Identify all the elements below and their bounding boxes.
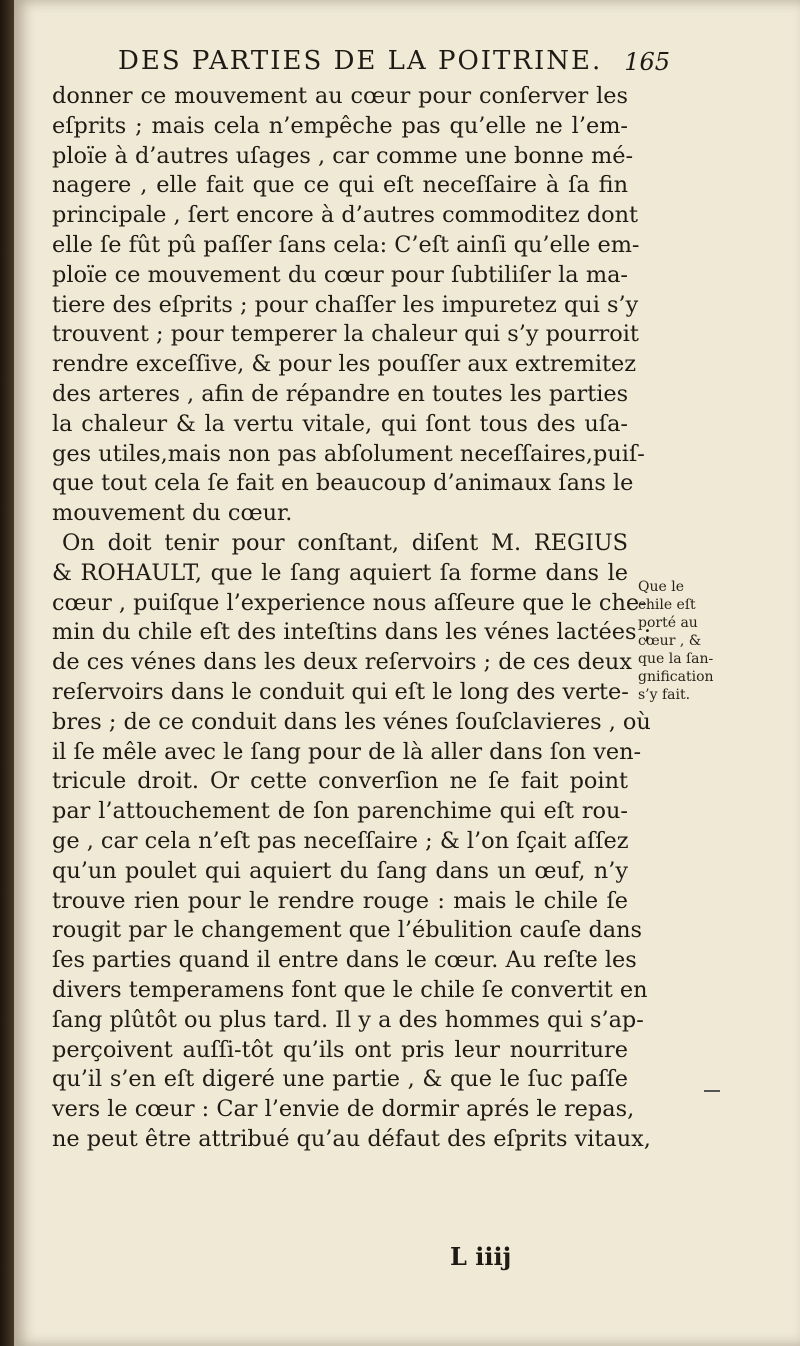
text-line: que tout cela ſe fait en beaucoup d’animaux ſans le — [52, 470, 634, 497]
text-line: trouve rien pour le rendre rouge : mais le chile ſe — [52, 887, 628, 914]
text-line: trouvent ; pour temperer la chaleur qui s’y pourroit — [52, 321, 639, 348]
text-line: principale , ſert encore à d’autres commoditez dont — [52, 202, 638, 229]
text-line: nagere , elle fait que ce qui eſt neceſſaire à ſa fin — [52, 172, 628, 199]
text-line: ſang plûtôt ou plus tard. Il y a des hommes qui s’ap- — [52, 1006, 644, 1033]
text-line: rendre exceſſive, & pour les pouſſer aux extremitez — [52, 351, 637, 378]
text-line: min du chile eſt des inteſtins dans les vénes lactées ; — [52, 619, 652, 646]
text-line: de ces vénes dans les deux reſervoirs ; de ces deux — [52, 649, 632, 676]
text-line: rougit par le changement que l’ébulition cauſe dans — [52, 917, 643, 944]
margin-note-line: s’y fait. — [638, 687, 691, 703]
text-line: qu’il s’en eſt digeré une partie , & que le ſuc paſſe — [52, 1066, 628, 1093]
text-line: tricule droit. Or cette converſion ne ſe fait point — [52, 768, 628, 795]
running-title: DES PARTIES DE LA POITRINE. — [118, 46, 603, 76]
margin-note-line: Que le — [638, 579, 684, 595]
text-line: tiere des eſprits ; pour chaſſer les impuretez qui s’y — [52, 291, 639, 318]
page-number: 165 — [624, 48, 670, 76]
text-line: ploïe à d’autres uſages , car comme une bonne mé- — [52, 142, 634, 169]
text-line: la chaleur & la vertu vitale, qui ſont tous des uſa- — [52, 410, 628, 437]
text-line: eſprits ; mais cela n’empêche pas qu’elle ne l’em- — [52, 112, 628, 139]
text-line: cœur , puiſque l’experience nous aſſeure que le che- — [52, 589, 647, 616]
text-line: & ROHAULT, que le ſang aquiert ſa forme dans le — [52, 559, 628, 586]
text-line: divers temperamens font que le chile ſe convertit en — [52, 976, 648, 1003]
margin-mark — [704, 1090, 720, 1092]
margin-note-line: gnification — [638, 669, 714, 685]
text-line: elle ſe fût pû paſſer ſans cela: C’eſt ainſi qu’elle em- — [52, 231, 640, 258]
text-line: ges utiles,mais non pas abſolument neceſſaires,puiſ- — [52, 440, 645, 467]
text-line: donner ce mouvement au cœur pour conſerver les — [52, 83, 628, 109]
text-line: reſervoirs dans le conduit qui eſt le long des verte- — [52, 678, 629, 705]
margin-note — [638, 578, 778, 704]
text-line: qu’un poulet qui aquiert du ſang dans un œuf, n’y — [52, 857, 628, 884]
running-header — [84, 46, 670, 86]
text-line: ne peut être attribué qu’au défaut des eſprits vitaux, — [52, 1125, 651, 1152]
body-text — [52, 82, 652, 1155]
text-line: vers le cœur : Car l’envie de dormir aprés le repas, — [52, 1096, 635, 1123]
margin-note-line: cœur , & — [638, 633, 702, 649]
margin-note-line: porté au — [638, 615, 698, 631]
text-line: il ſe mêle avec le ſang pour de là aller dans ſon ven- — [52, 738, 642, 765]
text-line: ge , car cela n’eſt pas neceſſaire ; & l’on ſçait aſſez — [52, 827, 629, 854]
text-line: mouvement du cœur. — [52, 500, 293, 527]
text-line: des arteres , afin de répandre en toutes les parties — [52, 380, 629, 407]
text-line: ſes parties quand il entre dans le cœur. Au reſte les — [52, 947, 637, 974]
text-line: bres ; de ce conduit dans les vénes ſouſclavieres , où — [52, 708, 651, 735]
book-spine — [0, 0, 14, 1346]
signature-mark: L iiij — [450, 1242, 512, 1271]
text-line: perçoivent auſſi-tôt qu’ils ont pris leur nourriture — [52, 1036, 628, 1063]
margin-note-line: chile eſt — [638, 597, 696, 613]
text-line: ploïe ce mouvement du cœur pour ſubtiliſer la ma- — [52, 261, 628, 288]
margin-note-line: que la ſan- — [638, 651, 714, 667]
text-line: On doit tenir pour conſtant, diſent M. REGIUS — [62, 529, 628, 556]
text-line: par l’attouchement de ſon parenchime qui eſt rou- — [52, 798, 628, 825]
